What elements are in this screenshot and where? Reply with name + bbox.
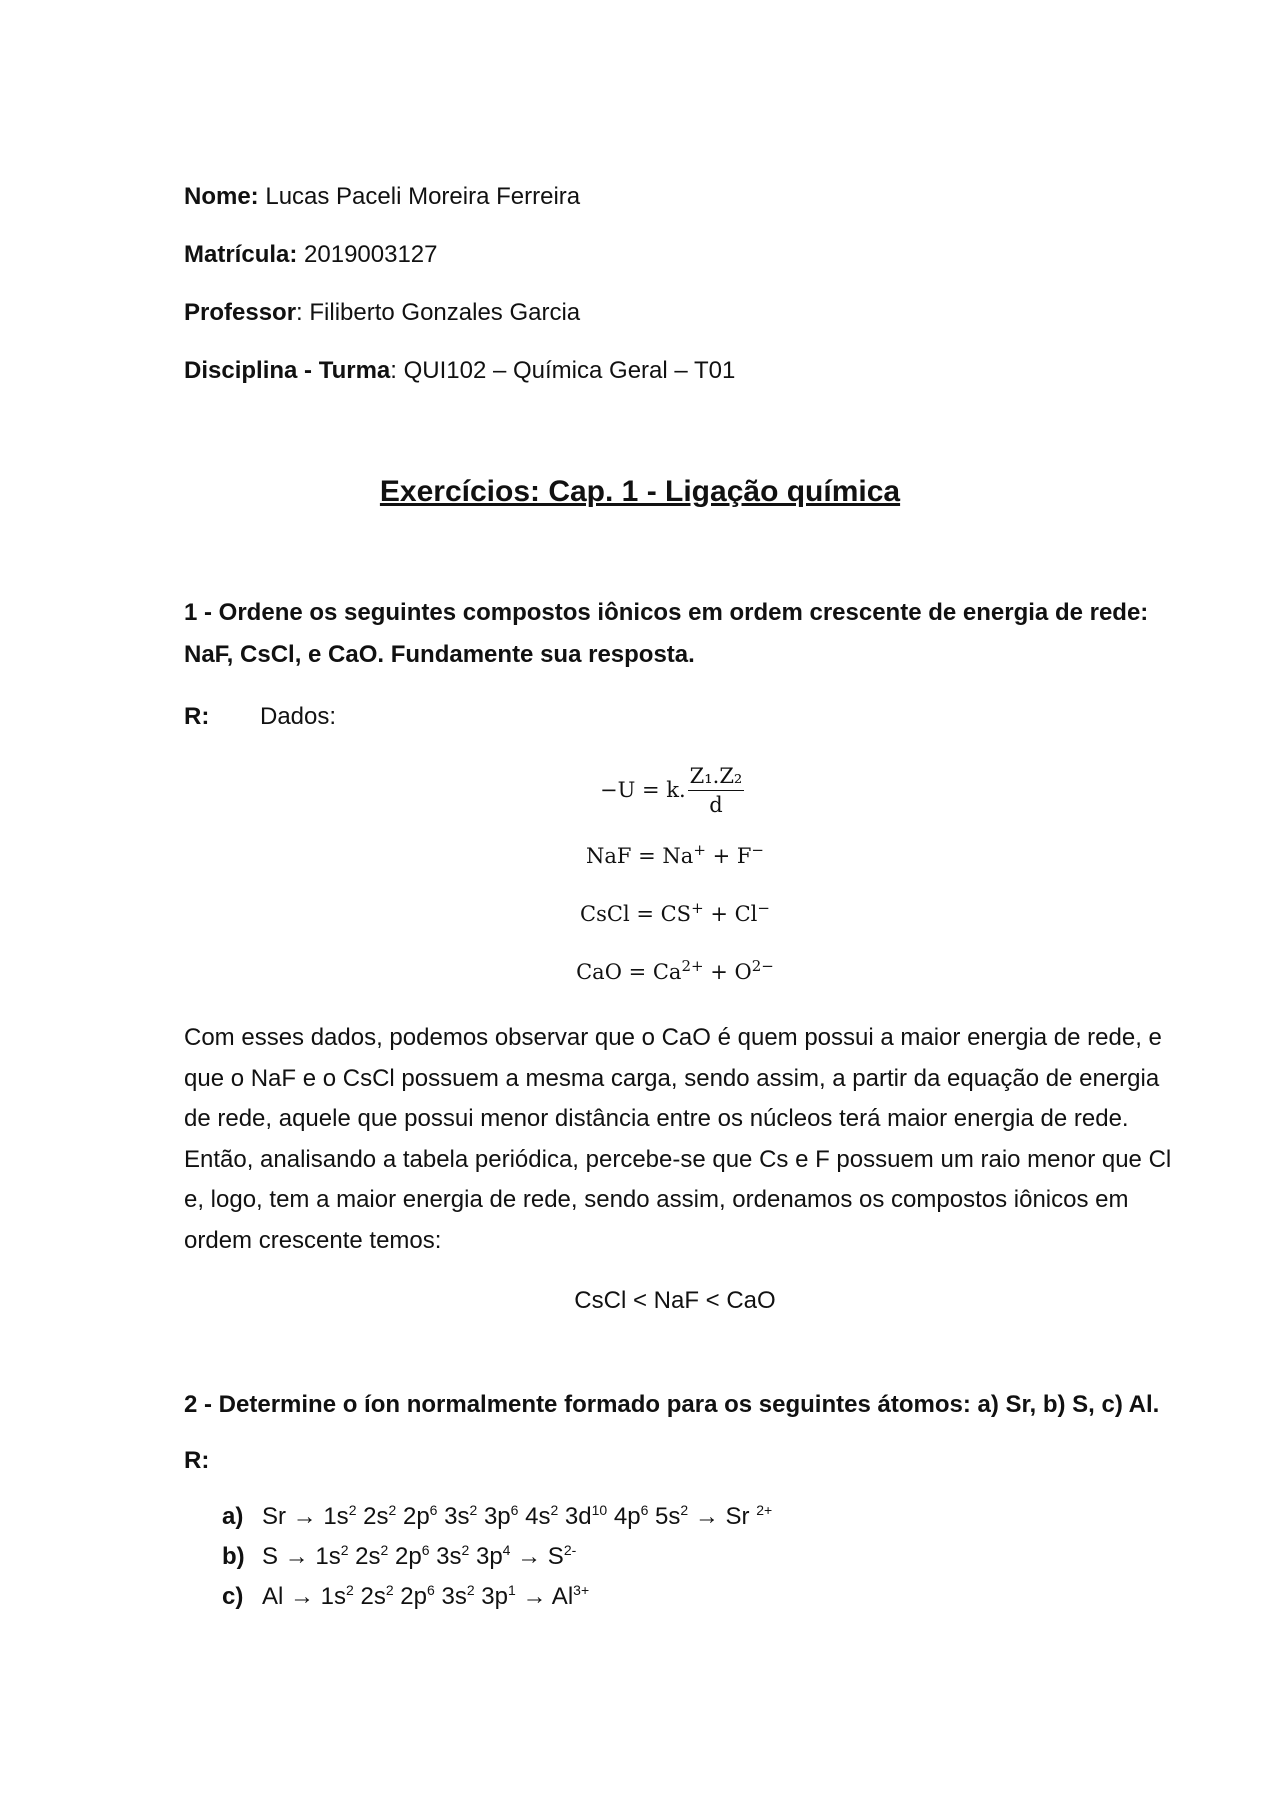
disciplina-label: Disciplina - Turma [184,357,391,384]
config-superscript: 6 [427,1582,435,1598]
config-text: Sr → 1s [262,1503,349,1530]
answer-2c [222,1582,589,1612]
config-superscript: 6 [510,1502,519,1518]
nome-label: Nome: [184,183,259,210]
config-superscript: 1 [508,1582,516,1598]
config-superscript: 2 [340,1542,349,1558]
config-text: 3p [477,1503,511,1530]
lattice-energy-formula [600,758,744,822]
equation-cao [0,958,1280,986]
config-text: → S [510,1543,564,1570]
config-text: 2s [353,1583,386,1610]
config-superscript: 6 [640,1502,649,1518]
config-superscript: 2 [380,1542,389,1558]
config-text: 5s [648,1503,681,1530]
eq-naf-text: NaF = Na [586,844,694,868]
eq-cscl-sup2: − [757,899,770,917]
config-text: → Sr [688,1503,757,1530]
formula-denominator: d [709,792,723,817]
eq-cscl-text: CsCl = CS [580,902,692,926]
answer-2b-label: b) [222,1543,245,1570]
config-superscript: 6 [429,1502,438,1518]
answer-2-label: R: [184,1447,210,1474]
nome-value: Lucas Paceli Moreira Ferreira [258,183,581,210]
config-text: Al → 1s [262,1583,347,1610]
answer-2a [222,1502,772,1532]
matricula-line [184,240,438,270]
config-text: 4p [607,1503,641,1530]
formula-lhs: −U = k. [600,778,686,802]
order-result: CsCl < NaF < CaO [574,1287,776,1314]
eq-cao-sup2: 2− [751,957,774,975]
eq-naf-sup2: − [751,841,764,859]
config-text: 3s [434,1583,467,1610]
equation-naf [0,842,1280,870]
professor-line [184,298,580,328]
config-superscript: 2 [680,1502,689,1518]
answer-2b [222,1542,576,1572]
answer-1-label: R: [184,703,210,730]
config-text: 3d [558,1503,592,1530]
professor-label: Professor [184,299,297,326]
config-superscript: 6 [421,1542,430,1558]
config-text: 4s [518,1503,551,1530]
eq-cscl-sup1: + [691,899,704,917]
eq-cao-sup1: 2+ [681,957,704,975]
matricula-value: 2019003127 [297,241,438,268]
config-superscript: 4 [502,1542,511,1558]
answer-2c-config [262,1583,589,1610]
page-title: Exercícios: Cap. 1 - Ligação química [379,475,901,508]
answer-2a-label: a) [222,1503,244,1530]
question-2: 2 - Determine o íon normalmente formado para os seguintes átomos: a) Sr, b) S, c) Al. [184,1391,1160,1418]
eq-cao-mid: + O [703,960,752,984]
dados-label: Dados: [260,703,337,730]
disciplina-line [184,356,735,386]
config-superscript: 2+ [756,1502,773,1518]
config-text: → Al [515,1583,574,1610]
config-superscript: 2 [469,1502,478,1518]
formula-numerator: Z₁.Z₂ [688,764,745,791]
config-superscript: 2 [550,1502,559,1518]
config-text: 2s [348,1543,381,1570]
answer-2b-config [262,1543,576,1570]
eq-cao-text: CaO = Ca [576,960,682,984]
config-text: 3p [474,1583,508,1610]
eq-cscl-mid: + Cl [703,902,758,926]
question-1: 1 - Ordene os seguintes compostos iônicos em ordem crescente de energia de rede: NaF, CsCl, e CaO. Fundamente sua resposta. [184,599,1149,668]
eq-naf-sup1: + [693,841,706,859]
config-superscript: 3+ [573,1582,590,1598]
professor-value: : Filiberto Gonzales Garcia [296,299,581,326]
config-superscript: 2 [466,1582,475,1598]
config-superscript: 10 [591,1502,608,1518]
disciplina-value: : QUI102 – Química Geral – T01 [390,357,736,384]
answer-2c-label: c) [222,1583,244,1610]
config-superscript: 2 [461,1542,470,1558]
config-text: S → 1s [262,1543,341,1570]
config-superscript: 2- [563,1542,577,1558]
config-superscript: 2 [388,1502,397,1518]
config-text: 2p [388,1543,422,1570]
answer-2a-config [262,1503,772,1530]
config-superscript: 2 [385,1582,394,1598]
config-text: 3s [429,1543,462,1570]
config-superscript: 2 [348,1502,357,1518]
equation-cscl [0,900,1280,928]
config-text: 3s [437,1503,470,1530]
config-text: 3p [469,1543,503,1570]
config-text: 2s [356,1503,389,1530]
config-text: 2p [393,1583,428,1610]
matricula-label: Matrícula: [184,241,298,268]
config-superscript: 2 [346,1582,354,1598]
eq-naf-mid: + F [705,844,752,868]
nome-line [184,182,580,212]
formula-fraction [688,764,745,817]
answer-1-paragraph: Com esses dados, podemos observar que o CaO é quem possui a maior energia de rede, e que o NaF e o CsCl possuem a mesma carga, sendo assim, a partir da equação de energia de rede, aquele que possui menor distância entre os núcleos terá maior energia de rede. Então, analisando a tabela periódica, percebe-se que Cs e F possuem um raio menor que Cl e, logo, tem a maior energia de rede, sendo assim, ordenamos os compostos iônicos em ordem crescente temos: [184,1024,1172,1254]
config-text: 2p [396,1503,430,1530]
